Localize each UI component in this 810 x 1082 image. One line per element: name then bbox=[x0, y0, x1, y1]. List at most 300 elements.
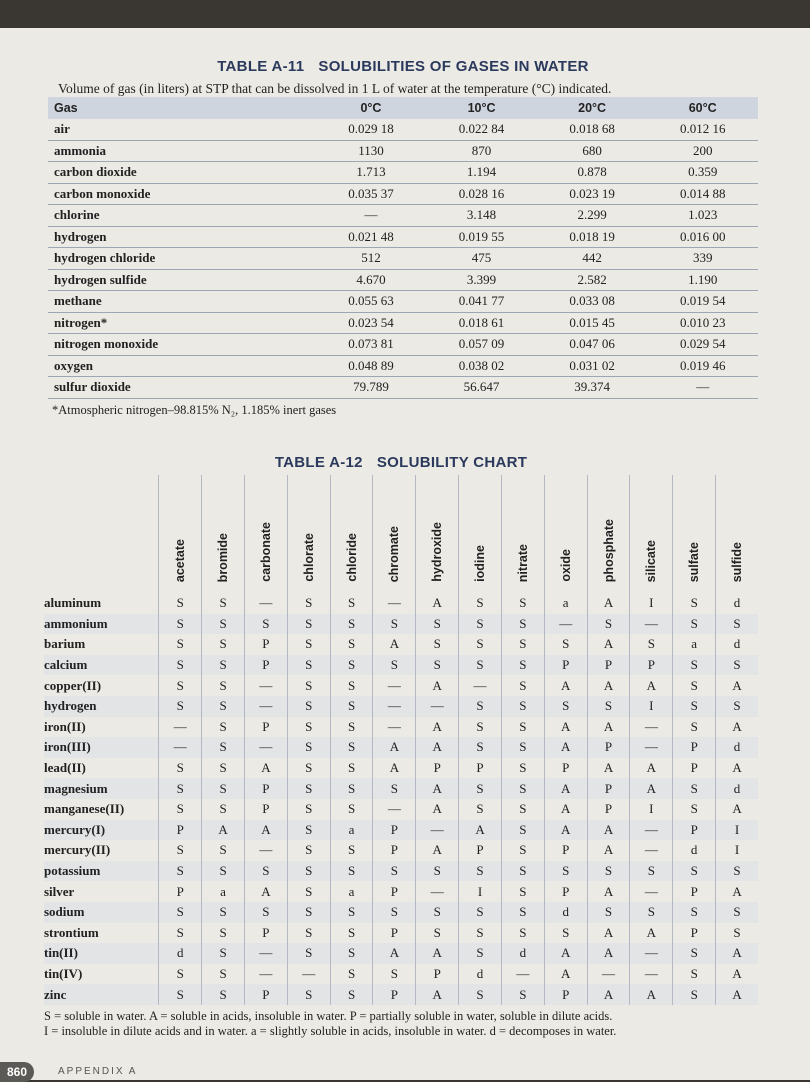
gas-value-cell: 0.018 19 bbox=[537, 226, 648, 248]
gas-value-cell: 0.023 54 bbox=[316, 312, 427, 334]
solubility-cell: — bbox=[587, 964, 630, 985]
gas-value-cell: 0.018 68 bbox=[537, 119, 648, 140]
gas-value-cell: 0.021 48 bbox=[316, 226, 427, 248]
solubility-cell: S bbox=[202, 799, 245, 820]
solubility-chart-table bbox=[44, 475, 758, 1005]
gas-name-cell: carbon dioxide bbox=[48, 162, 316, 184]
table-a12-number: TABLE A-12 bbox=[274, 454, 363, 471]
solubility-cell: A bbox=[416, 593, 459, 614]
gas-solubility-table bbox=[48, 97, 758, 399]
solubility-cell: — bbox=[373, 799, 416, 820]
solubility-cell: S bbox=[587, 696, 630, 717]
gas-name-cell: hydrogen chloride bbox=[48, 248, 316, 270]
solubility-cell: S bbox=[330, 758, 373, 779]
solubility-cell: A bbox=[716, 881, 758, 902]
solubility-cell: I bbox=[459, 881, 502, 902]
solubility-cell: S bbox=[287, 675, 330, 696]
gas-value-cell: 680 bbox=[537, 140, 648, 162]
solubility-cell: S bbox=[673, 943, 716, 964]
solubility-cell: A bbox=[587, 923, 630, 944]
solubility-cell: P bbox=[373, 881, 416, 902]
solubility-cell: S bbox=[287, 634, 330, 655]
anion-label: acetate bbox=[173, 538, 188, 582]
textbook-page bbox=[0, 28, 810, 1080]
anion-column-header bbox=[159, 475, 202, 593]
solubility-cell: S bbox=[501, 593, 544, 614]
solubility-cell: S bbox=[673, 778, 716, 799]
gas-value-cell: 3.399 bbox=[426, 269, 537, 291]
cation-name-cell: aluminum bbox=[44, 595, 102, 611]
solubility-cell: A bbox=[544, 717, 587, 738]
anion-column-header bbox=[416, 475, 459, 593]
solubility-cell: A bbox=[587, 840, 630, 861]
table-a12-name: SOLUBILITY CHART bbox=[376, 454, 528, 471]
solubility-cell: P bbox=[544, 758, 587, 779]
solubility-cell: S bbox=[159, 758, 202, 779]
solubility-cell: S bbox=[416, 634, 459, 655]
solubility-cell: S bbox=[202, 655, 245, 676]
solubility-row bbox=[44, 820, 758, 841]
solubility-cell: S bbox=[673, 614, 716, 635]
gas-value-cell: 0.012 16 bbox=[647, 119, 758, 140]
solubility-cell: S bbox=[287, 717, 330, 738]
solubility-cell: S bbox=[202, 634, 245, 655]
table-a11-footnote: *Atmospheric nitrogen–98.815% N₂, 1.185% inert gases bbox=[52, 402, 337, 417]
solubility-cell: a bbox=[330, 820, 373, 841]
solubility-cell: S bbox=[673, 799, 716, 820]
gas-row bbox=[48, 162, 758, 184]
solubility-cell: S bbox=[501, 737, 544, 758]
solubility-cell: S bbox=[501, 923, 544, 944]
solubility-cell: A bbox=[587, 820, 630, 841]
solubility-cell: — bbox=[630, 737, 673, 758]
solubility-cell: P bbox=[459, 758, 502, 779]
solubility-cell: S bbox=[330, 614, 373, 635]
solubility-cell: S bbox=[202, 696, 245, 717]
gas-name-cell: nitrogen* bbox=[48, 312, 316, 334]
solubility-cell: P bbox=[416, 758, 459, 779]
solubility-cell: S bbox=[159, 696, 202, 717]
corner-cell bbox=[44, 475, 159, 593]
solubility-row bbox=[44, 593, 758, 614]
solubility-cell: P bbox=[373, 820, 416, 841]
gas-value-cell: 1.194 bbox=[426, 162, 537, 184]
solubility-cell: S bbox=[159, 923, 202, 944]
solubility-cell: — bbox=[416, 881, 459, 902]
gas-value-cell: 0.014 88 bbox=[647, 183, 758, 205]
cation-name-cell: silver bbox=[44, 883, 75, 899]
solubility-cell: S bbox=[544, 696, 587, 717]
solubility-cell: S bbox=[202, 717, 245, 738]
solubility-cell: — bbox=[630, 840, 673, 861]
solubility-cell: S bbox=[544, 923, 587, 944]
solubility-cell: A bbox=[544, 799, 587, 820]
gas-column-header: 10°C bbox=[426, 97, 537, 119]
solubility-cell: — bbox=[244, 943, 287, 964]
solubility-cell: S bbox=[287, 984, 330, 1005]
cation-name-cell: sodium bbox=[44, 902, 159, 923]
solubility-cell: S bbox=[287, 943, 330, 964]
solubility-cell: S bbox=[159, 964, 202, 985]
solubility-cell: — bbox=[373, 675, 416, 696]
solubility-cell: — bbox=[244, 964, 287, 985]
cation-name-cell: magnesium bbox=[44, 778, 159, 799]
solubility-cell: a bbox=[673, 634, 716, 655]
gas-value-cell: 0.041 77 bbox=[426, 291, 537, 313]
anion-label: chlorate bbox=[301, 533, 316, 582]
solubility-cell: a bbox=[544, 593, 587, 614]
solubility-cell: S bbox=[544, 861, 587, 882]
solubility-cell: A bbox=[716, 675, 758, 696]
solubility-cell: S bbox=[202, 593, 245, 614]
table-a11-number: TABLE A-11 bbox=[217, 58, 305, 75]
solubility-cell: S bbox=[330, 923, 373, 944]
gas-value-cell: 0.029 18 bbox=[316, 119, 427, 140]
solubility-cell: S bbox=[373, 902, 416, 923]
gas-column-header: Gas bbox=[48, 97, 316, 119]
cation-name-cell: tin(IV) bbox=[44, 965, 83, 981]
solubility-cell: S bbox=[587, 861, 630, 882]
solubility-cell: P bbox=[673, 923, 716, 944]
gas-value-cell: 0.019 46 bbox=[647, 355, 758, 377]
solubility-cell: — bbox=[630, 820, 673, 841]
solubility-cell: A bbox=[416, 799, 459, 820]
gas-name-cell: nitrogen monoxide bbox=[48, 334, 316, 356]
solubility-cell: P bbox=[159, 820, 202, 841]
anion-column-header bbox=[244, 475, 287, 593]
solubility-cell: P bbox=[416, 964, 459, 985]
gas-value-cell: 1.190 bbox=[647, 269, 758, 291]
solubility-cell: S bbox=[501, 902, 544, 923]
gas-row bbox=[48, 334, 758, 356]
gas-value-cell: 0.055 63 bbox=[316, 291, 427, 313]
solubility-cell: A bbox=[587, 943, 630, 964]
solubility-cell: S bbox=[159, 984, 202, 1005]
anion-column-header bbox=[716, 475, 758, 593]
gas-value-cell: 0.038 02 bbox=[426, 355, 537, 377]
solubility-cell: S bbox=[202, 737, 245, 758]
table-a11-block bbox=[48, 58, 758, 418]
solubility-cell: S bbox=[159, 634, 202, 655]
solubility-cell: A bbox=[587, 984, 630, 1005]
gas-value-cell: 442 bbox=[537, 248, 648, 270]
solubility-cell: S bbox=[202, 984, 245, 1005]
solubility-cell: S bbox=[330, 778, 373, 799]
solubility-cell: — bbox=[373, 593, 416, 614]
solubility-row bbox=[44, 943, 758, 964]
solubility-cell: — bbox=[416, 820, 459, 841]
solubility-cell: S bbox=[459, 923, 502, 944]
solubility-cell: S bbox=[587, 614, 630, 635]
solubility-cell: P bbox=[673, 758, 716, 779]
solubility-row bbox=[44, 758, 758, 779]
solubility-cell: P bbox=[244, 717, 287, 738]
solubility-cell: S bbox=[501, 717, 544, 738]
solubility-cell: S bbox=[673, 593, 716, 614]
solubility-cell: P bbox=[673, 820, 716, 841]
solubility-cell: S bbox=[330, 675, 373, 696]
solubility-row bbox=[44, 655, 758, 676]
solubility-cell: S bbox=[501, 799, 544, 820]
solubility-cell: S bbox=[330, 717, 373, 738]
cation-name-cell: copper(II) bbox=[44, 677, 102, 693]
solubility-cell: S bbox=[673, 675, 716, 696]
solubility-cell: S bbox=[501, 820, 544, 841]
solubility-cell: — bbox=[244, 737, 287, 758]
cation-name-cell: barium bbox=[44, 636, 86, 652]
solubility-cell: S bbox=[202, 675, 245, 696]
solubility-cell: — bbox=[630, 717, 673, 738]
solubility-cell: P bbox=[373, 984, 416, 1005]
solubility-cell: I bbox=[630, 696, 673, 717]
solubility-cell: S bbox=[330, 840, 373, 861]
solubility-cell: — bbox=[244, 840, 287, 861]
solubility-cell: P bbox=[373, 923, 416, 944]
solubility-cell: A bbox=[630, 984, 673, 1005]
solubility-cell: A bbox=[244, 820, 287, 841]
solubility-cell: S bbox=[459, 861, 502, 882]
gas-value-cell: 0.359 bbox=[647, 162, 758, 184]
anion-column-header bbox=[501, 475, 544, 593]
solubility-cell: A bbox=[716, 964, 758, 985]
anion-label: carbonate bbox=[258, 522, 273, 582]
solubility-cell: S bbox=[373, 614, 416, 635]
solubility-cell: A bbox=[716, 758, 758, 779]
solubility-cell: S bbox=[673, 717, 716, 738]
solubility-cell: A bbox=[587, 675, 630, 696]
cation-name-cell: ammonium bbox=[44, 614, 159, 635]
solubility-row bbox=[44, 799, 758, 820]
solubility-cell: S bbox=[287, 820, 330, 841]
solubility-cell: — bbox=[373, 717, 416, 738]
gas-column-header: 0°C bbox=[316, 97, 427, 119]
solubility-cell: A bbox=[716, 943, 758, 964]
legend-line-1: S = soluble in water. A = soluble in acids, insoluble in water. P = partially soluble in water, soluble in dilute acids. bbox=[44, 1008, 613, 1023]
solubility-cell: — bbox=[373, 696, 416, 717]
gas-value-cell: — bbox=[647, 377, 758, 399]
solubility-cell: A bbox=[630, 675, 673, 696]
gas-row bbox=[48, 269, 758, 291]
solubility-cell: S bbox=[287, 655, 330, 676]
solubility-cell: S bbox=[287, 758, 330, 779]
gas-row bbox=[48, 291, 758, 313]
solubility-cell: A bbox=[544, 943, 587, 964]
solubility-row bbox=[44, 737, 758, 758]
solubility-cell: — bbox=[416, 696, 459, 717]
gas-value-cell: 0.073 81 bbox=[316, 334, 427, 356]
solubility-row bbox=[44, 717, 758, 738]
cation-name-cell: manganese(II) bbox=[44, 801, 125, 817]
anion-label: nitrate bbox=[515, 543, 530, 582]
table-a12-block bbox=[44, 454, 758, 1039]
solubility-cell: S bbox=[501, 881, 544, 902]
solubility-cell: S bbox=[501, 758, 544, 779]
gas-name-cell: ammonia bbox=[48, 140, 316, 162]
gas-value-cell: 56.647 bbox=[426, 377, 537, 399]
anion-label: bromide bbox=[216, 532, 231, 582]
anion-column-header bbox=[459, 475, 502, 593]
solubility-cell: S bbox=[287, 614, 330, 635]
solubility-cell: S bbox=[202, 923, 245, 944]
solubility-cell: A bbox=[630, 758, 673, 779]
solubility-cell: S bbox=[202, 614, 245, 635]
gas-row bbox=[48, 355, 758, 377]
solubility-row bbox=[44, 984, 758, 1005]
gas-value-cell: 0.047 06 bbox=[537, 334, 648, 356]
solubility-cell: P bbox=[587, 655, 630, 676]
solubility-cell: A bbox=[373, 758, 416, 779]
solubility-cell: S bbox=[373, 861, 416, 882]
gas-value-cell: 2.582 bbox=[537, 269, 648, 291]
solubility-cell: d bbox=[501, 943, 544, 964]
page-number: 860 bbox=[0, 1062, 34, 1082]
solubility-row bbox=[44, 964, 758, 985]
solubility-cell: I bbox=[716, 820, 758, 841]
solubility-cell: A bbox=[373, 737, 416, 758]
table-a11-title bbox=[48, 58, 758, 75]
solubility-cell: S bbox=[501, 984, 544, 1005]
gas-name-cell: carbon monoxide bbox=[48, 183, 316, 205]
cation-name-cell: hydrogen bbox=[44, 696, 159, 717]
gas-value-cell: — bbox=[316, 205, 427, 227]
solubility-cell: S bbox=[459, 634, 502, 655]
solubility-cell: S bbox=[330, 799, 373, 820]
gas-value-cell: 4.670 bbox=[316, 269, 427, 291]
solubility-cell: P bbox=[630, 655, 673, 676]
cation-name-cell: tin(II) bbox=[44, 943, 159, 964]
solubility-cell: S bbox=[202, 861, 245, 882]
anion-column-header bbox=[330, 475, 373, 593]
solubility-cell: — bbox=[244, 696, 287, 717]
solubility-cell: A bbox=[544, 737, 587, 758]
solubility-cell: A bbox=[630, 778, 673, 799]
solubility-cell: P bbox=[544, 840, 587, 861]
anion-label: iodine bbox=[473, 545, 488, 582]
gas-value-cell: 1.023 bbox=[647, 205, 758, 227]
solubility-cell: S bbox=[501, 861, 544, 882]
solubility-cell: S bbox=[159, 614, 202, 635]
gas-row bbox=[48, 205, 758, 227]
solubility-cell: d bbox=[716, 593, 758, 614]
gas-row bbox=[48, 377, 758, 399]
solubility-cell: S bbox=[202, 902, 245, 923]
gas-value-cell: 2.299 bbox=[537, 205, 648, 227]
solubility-cell: S bbox=[716, 614, 758, 635]
solubility-cell: P bbox=[587, 778, 630, 799]
solubility-cell: S bbox=[373, 778, 416, 799]
solubility-cell: — bbox=[630, 614, 673, 635]
solubility-cell: S bbox=[673, 696, 716, 717]
solubility-cell: S bbox=[330, 964, 373, 985]
solubility-cell: S bbox=[159, 778, 202, 799]
cation-name-cell: potassium bbox=[44, 861, 159, 882]
gas-name-cell: hydrogen bbox=[48, 226, 316, 248]
gas-value-cell: 0.022 84 bbox=[426, 119, 537, 140]
solubility-cell: S bbox=[459, 778, 502, 799]
gas-row bbox=[48, 312, 758, 334]
solubility-cell: P bbox=[544, 881, 587, 902]
solubility-cell: S bbox=[673, 984, 716, 1005]
solubility-cell: S bbox=[501, 696, 544, 717]
solubility-cell: I bbox=[716, 840, 758, 861]
cation-name-cell: lead(II) bbox=[44, 760, 86, 776]
legend-line-2: I = insoluble in dilute acids and in water. a = slightly soluble in acids, insoluble in water. d = decomposes in water. bbox=[44, 1023, 617, 1038]
solubility-row bbox=[44, 778, 758, 799]
gas-value-cell: 79.789 bbox=[316, 377, 427, 399]
solubility-cell: S bbox=[459, 799, 502, 820]
solubility-cell: d bbox=[716, 778, 758, 799]
solubility-cell: A bbox=[416, 840, 459, 861]
solubility-cell: A bbox=[416, 778, 459, 799]
solubility-cell: S bbox=[544, 634, 587, 655]
solubility-cell: I bbox=[630, 799, 673, 820]
solubility-cell: S bbox=[202, 840, 245, 861]
solubility-cell: S bbox=[330, 737, 373, 758]
solubility-cell: S bbox=[287, 861, 330, 882]
solubility-cell: A bbox=[544, 778, 587, 799]
solubility-cell: d bbox=[716, 737, 758, 758]
anion-column-header bbox=[287, 475, 330, 593]
solubility-cell: A bbox=[416, 675, 459, 696]
solubility-cell: P bbox=[244, 634, 287, 655]
solubility-row bbox=[44, 634, 758, 655]
solubility-cell: P bbox=[244, 799, 287, 820]
gas-name-cell: hydrogen sulfide bbox=[48, 269, 316, 291]
solubility-cell: d bbox=[459, 964, 502, 985]
solubility-cell: S bbox=[330, 943, 373, 964]
gas-value-cell: 512 bbox=[316, 248, 427, 270]
solubility-cell: S bbox=[330, 634, 373, 655]
solubility-cell: A bbox=[587, 634, 630, 655]
gas-row bbox=[48, 140, 758, 162]
solubility-cell: S bbox=[630, 902, 673, 923]
solubility-cell: S bbox=[159, 593, 202, 614]
solubility-row bbox=[44, 881, 758, 902]
solubility-cell: S bbox=[287, 799, 330, 820]
solubility-cell: S bbox=[501, 778, 544, 799]
anion-column-header bbox=[587, 475, 630, 593]
solubility-cell: S bbox=[716, 655, 758, 676]
cation-name-cell: iron(II) bbox=[44, 718, 86, 734]
gas-name-cell: air bbox=[48, 119, 316, 140]
solubility-cell: S bbox=[673, 861, 716, 882]
solubility-cell: A bbox=[544, 675, 587, 696]
solubility-cell: S bbox=[416, 902, 459, 923]
solubility-cell: S bbox=[716, 696, 758, 717]
solubility-cell: A bbox=[416, 943, 459, 964]
solubility-cell: S bbox=[459, 655, 502, 676]
solubility-cell: P bbox=[587, 799, 630, 820]
anion-label: sulfide bbox=[730, 541, 745, 582]
gas-value-cell: 870 bbox=[426, 140, 537, 162]
gas-value-cell: 200 bbox=[647, 140, 758, 162]
solubility-cell: — bbox=[544, 614, 587, 635]
solubility-cell: — bbox=[159, 737, 202, 758]
anion-label: sulfate bbox=[687, 541, 702, 582]
anion-label: chromate bbox=[387, 525, 402, 582]
gas-value-cell: 0.028 16 bbox=[426, 183, 537, 205]
solubility-cell: A bbox=[416, 984, 459, 1005]
solubility-cell: S bbox=[287, 840, 330, 861]
anion-column-header bbox=[673, 475, 716, 593]
solubility-cell: A bbox=[716, 984, 758, 1005]
anion-label: hydroxide bbox=[430, 522, 445, 582]
solubility-cell: — bbox=[501, 964, 544, 985]
solubility-cell: S bbox=[501, 634, 544, 655]
solubility-cell: S bbox=[287, 923, 330, 944]
solubility-cell: S bbox=[244, 902, 287, 923]
cation-name-cell: zinc bbox=[44, 984, 159, 1005]
